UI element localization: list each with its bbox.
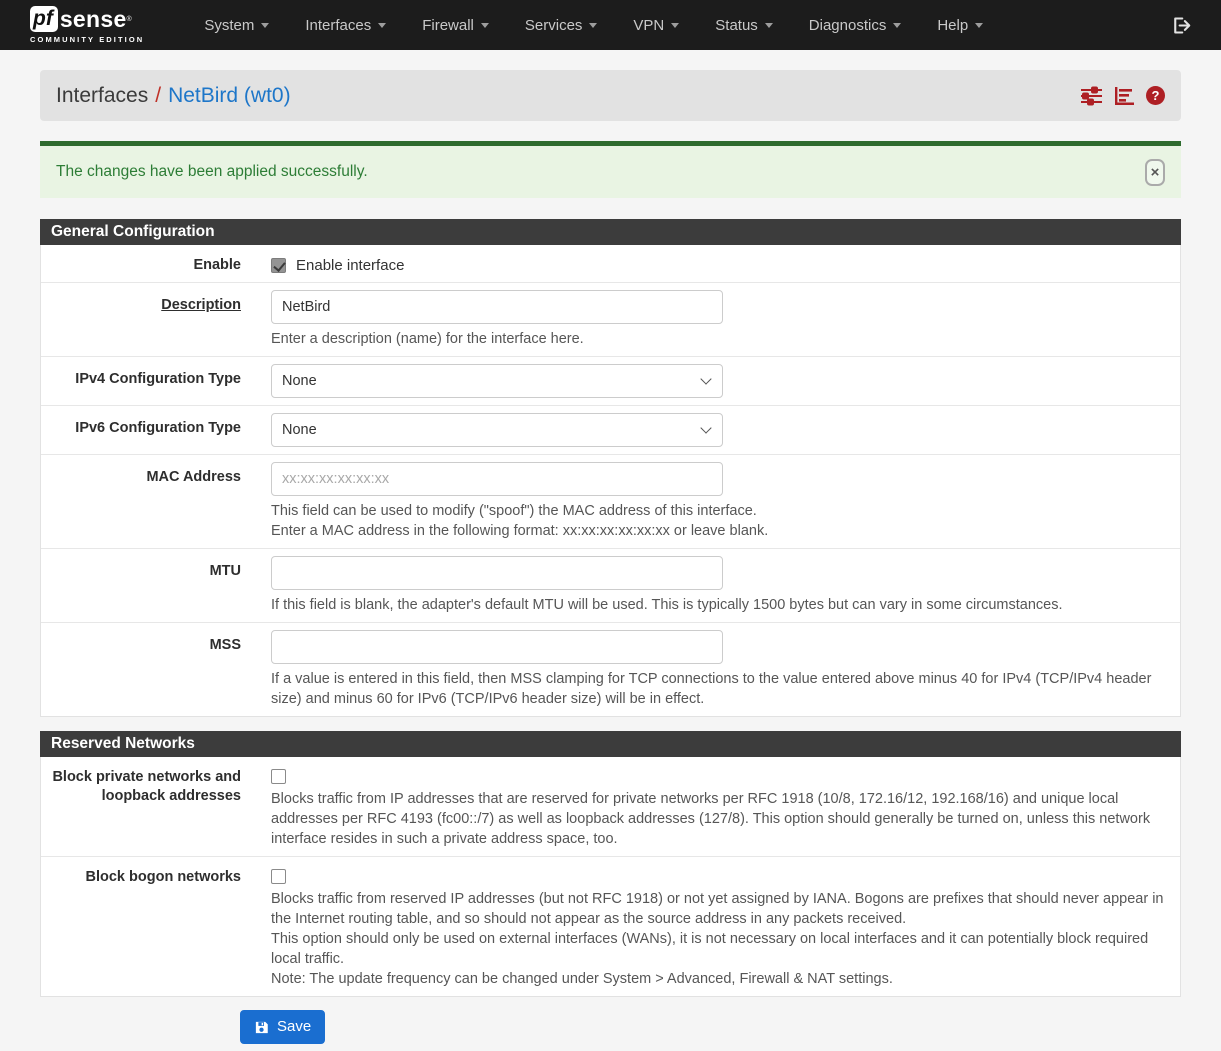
block-private-networks-row	[41, 757, 1180, 857]
mtu-help: If this field is blank, the adapter's default MTU will be used. This is typically 1500 bytes but can vary in some circumstances.	[271, 597, 1063, 613]
mtu-input[interactable]	[271, 556, 723, 590]
sense-logo-text: sense	[59, 5, 127, 32]
menu-system[interactable]: System	[186, 2, 287, 49]
chevron-down-icon	[261, 23, 269, 28]
ipv4-config-type-select[interactable]: None	[271, 364, 723, 398]
save-button-label: Save	[277, 1018, 312, 1035]
block-private-networks-help: Blocks traffic from IP addresses that are reserved for private networks per RFC 1918 (10/8, 172.16/12, 192.168/16) and unique local addresses per RFC 4193 (fc00::/7) as well as loopback addresses (127/8). This option should generally be turned on, unless this network interface resides in such a private address space, too.	[271, 791, 1151, 847]
block-private-networks-label: Block private networks and loopback addresses	[52, 769, 241, 804]
enable-interface-checkbox[interactable]	[271, 258, 286, 273]
sliders-icon[interactable]	[1080, 86, 1103, 106]
breadcrumb-section[interactable]: Interfaces	[56, 83, 149, 107]
menu-firewall[interactable]: Firewall	[404, 2, 507, 49]
menu-interfaces[interactable]: Interfaces	[287, 2, 404, 49]
chevron-down-icon	[765, 23, 773, 28]
mac-address-row	[41, 455, 1180, 549]
enable-interface-checkbox-label: Enable interface	[296, 257, 405, 274]
top-navbar	[0, 0, 1221, 50]
block-bogon-networks-row	[41, 857, 1180, 996]
ipv4-config-type-label: IPv4 Configuration Type	[75, 371, 241, 387]
pf-logo-box: pf	[30, 6, 58, 32]
block-bogon-networks-checkbox[interactable]	[271, 869, 286, 884]
mss-input[interactable]	[271, 630, 723, 664]
mac-address-help: This field can be used to modify ("spoof") the MAC address of this interface. Enter a MAC address in the following format: xx:xx:xx:xx:xx:xx or leave blank.	[271, 503, 769, 539]
chevron-down-icon	[700, 422, 711, 433]
alert-message: The changes have been applied successfully.	[56, 163, 368, 180]
ipv6-config-type-select[interactable]: None	[271, 413, 723, 447]
general-configuration-panel	[40, 219, 1181, 717]
save-button[interactable]	[240, 1010, 325, 1044]
chevron-down-icon	[671, 23, 679, 28]
pfsense-logo[interactable]	[30, 6, 144, 44]
section-header-reserved: Reserved Networks	[40, 731, 1181, 757]
mss-help: If a value is entered in this field, then MSS clamping for TCP connections to the value entered above minus 40 for IPv4 (TCP/IPv4 header size) and minus 60 for IPv6 (TCP/IPv6 header size) will be in effect.	[271, 671, 1152, 707]
block-bogon-networks-help: Blocks traffic from reserved IP addresses (but not RFC 1918) or not yet assigned by IANA. Bogons are prefixes that should never appear in the Internet routing table, and so should not appear as the source address in any packets received. This option should only be used on external interfaces (WANs), it is not necessary on local interfaces and it can potentially block required local traffic. Note: The update frequency can be changed under System > Advanced, Firewall & NAT settings.	[271, 891, 1164, 987]
enable-label: Enable	[193, 257, 241, 273]
mtu-label: MTU	[209, 563, 241, 579]
description-input[interactable]	[271, 290, 723, 324]
section-header-general: General Configuration	[40, 219, 1181, 245]
description-row	[41, 283, 1180, 357]
chevron-down-icon	[481, 23, 489, 28]
help-icon[interactable]: ?	[1146, 86, 1165, 105]
reserved-networks-panel	[40, 731, 1181, 997]
floppy-disk-icon	[254, 1020, 269, 1035]
chevron-down-icon	[893, 23, 901, 28]
registered-mark: ®	[126, 15, 132, 23]
block-bogon-networks-label: Block bogon networks	[85, 869, 241, 885]
mss-row	[41, 623, 1180, 716]
menu-status[interactable]: Status	[697, 2, 791, 49]
description-label: Description	[161, 297, 241, 313]
mac-address-input[interactable]	[271, 462, 723, 496]
ipv6-config-type-label: IPv6 Configuration Type	[75, 420, 241, 436]
breadcrumb-separator: /	[155, 83, 162, 107]
menu-vpn[interactable]: VPN	[615, 2, 697, 49]
ipv4-config-type-row	[41, 357, 1180, 406]
menu-services[interactable]: Services	[507, 2, 616, 49]
sign-out-icon[interactable]	[1170, 15, 1191, 36]
close-icon[interactable]: ×	[1145, 159, 1165, 186]
chevron-down-icon	[378, 23, 386, 28]
breadcrumb-page: NetBird (wt0)	[168, 83, 291, 107]
chevron-down-icon	[975, 23, 983, 28]
ipv6-config-type-row	[41, 406, 1180, 455]
chevron-down-icon	[700, 373, 711, 384]
description-help: Enter a description (name) for the interface here.	[271, 331, 584, 347]
menu-help[interactable]: Help	[919, 2, 1001, 49]
page-title-bar	[40, 70, 1181, 121]
enable-row	[41, 245, 1180, 283]
mss-label: MSS	[209, 637, 241, 653]
main-menu	[186, 2, 1001, 49]
success-alert	[40, 141, 1181, 198]
chevron-down-icon	[589, 23, 597, 28]
menu-diagnostics[interactable]: Diagnostics	[791, 2, 920, 49]
status-chart-icon[interactable]	[1114, 86, 1135, 106]
mac-address-label: MAC Address	[146, 469, 241, 485]
community-edition-label: COMMUNITY EDITION	[30, 35, 145, 44]
mtu-row	[41, 549, 1180, 623]
block-private-networks-checkbox[interactable]	[271, 769, 286, 784]
